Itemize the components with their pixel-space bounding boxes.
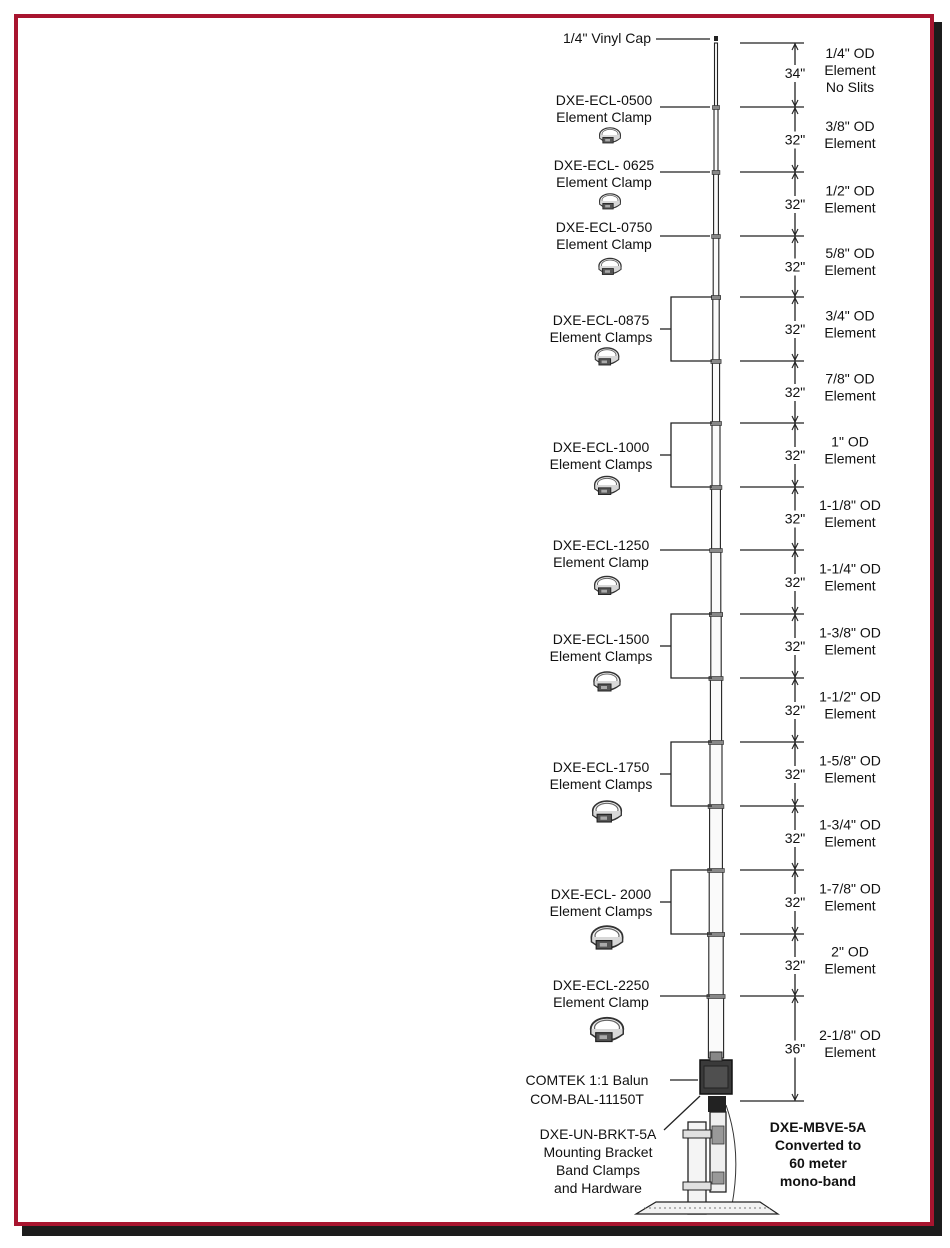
section-description-line: Element [824,833,876,850]
section-description-line: 1-1/8" OD [819,497,881,513]
section-description-line: Element [824,62,876,78]
hose-clamp-icon [593,801,622,822]
clamp-bracket-leader [671,297,712,361]
section-description-line: Element [824,897,876,914]
caption-line-2: Converted to [774,1137,862,1153]
section-description-line: 1-1/4" OD [819,560,881,577]
section-length-label: 32" [784,447,806,463]
mast-tube-section [714,172,719,236]
caption-line-3: 60 meter [789,1155,847,1171]
coax-cable [726,1105,736,1205]
hose-clamp-icon [595,348,618,365]
mast-joint-clamp [711,360,721,364]
bracket-top [708,1096,726,1112]
clamp-description: Element Clamps [549,329,653,345]
section-description-line: Element [824,262,876,278]
section-description-line: Element [824,387,876,404]
mast-joint-clamp [711,422,722,426]
bracket-label-1: DXE-UN-BRKT-5A [539,1126,657,1142]
section-length-label: 32" [784,830,806,846]
section-length-label: 32" [784,196,806,212]
section-length-label: 34" [784,65,806,81]
clamp-bracket-leader [671,870,712,934]
mast-tube-section [715,43,718,107]
mast-joint-clamp [710,549,723,553]
mast-tube-section [709,870,723,934]
bracket-label-4: and Hardware [554,1180,642,1196]
balun-label-1: COMTEK 1:1 Balun [525,1072,649,1088]
base-plate [636,1202,778,1214]
mast-tube-section [713,297,719,361]
balun-face [704,1066,728,1088]
hose-clamp-icon [594,672,620,691]
section-description-line: Element [824,135,876,151]
hose-clamp-icon [600,128,621,143]
bracket-label-3: Band Clamps [555,1162,641,1178]
band-clamp-upper [683,1130,711,1138]
section-description-line: 3/8" OD [825,118,875,134]
hose-clamp-icon [595,476,620,494]
clamp-description: Element Clamp [556,174,652,190]
bracket-label-2: Mounting Bracket [543,1144,653,1160]
clamp-part-number: DXE-ECL-0500 [555,92,653,108]
mast-tube-section [710,806,723,870]
clamp-description: Element Clamp [553,994,649,1010]
clamp-part-number: DXE-ECL-1500 [552,631,650,647]
clamp-description: Element Clamps [549,776,653,792]
clamp-part-number: DXE-ECL- 0625 [553,157,655,173]
vinyl-cap-label: 1/4" Vinyl Cap [563,30,651,46]
section-description-line: Element [824,641,876,658]
clamp-description: Element Clamps [549,648,653,664]
mounting-bracket [540,1096,778,1214]
balun-connector [710,1052,722,1061]
section-length-label: 32" [784,258,806,275]
section-description-line: 1-5/8" OD [819,752,881,769]
mast-joint-clamp [712,171,720,175]
hose-clamp-icon [600,194,621,209]
section-description-line: 5/8" OD [825,245,875,261]
section-description-line: No Slits [825,79,875,95]
clamp-description: Element Clamp [556,236,652,252]
section-description-line: Element [824,577,876,594]
section-length-label: 32" [784,510,806,527]
hose-clamp-icon [591,1018,624,1042]
section-description-line: 1/2" OD [825,182,875,199]
mast-joint-clamp [711,296,720,300]
clamp-part-number: DXE-ECL-1000 [552,439,650,455]
clamp-callouts [550,92,712,1042]
section-description-line: 1/4" OD [825,45,875,61]
section-description-line: Element [824,324,876,341]
balun-label-2: COM-BAL-11150T [530,1091,644,1107]
section-description-line: Element [824,769,876,786]
mast-tube-section [712,487,721,550]
clamp-part-number: DXE-ECL-1750 [552,759,650,775]
section-description-line: Element [824,199,876,216]
section-description-line: 2-1/8" OD [819,1027,881,1043]
clamp-bracket-leader [671,742,712,806]
mast-tube-section [710,678,721,742]
clamp-description: Element Clamp [553,554,649,570]
section-description-line: 3/4" OD [825,307,875,324]
mast-tube-section [710,742,722,806]
vinyl-cap-icon [714,36,718,41]
section-description-line: 1-3/8" OD [819,624,881,641]
clamp-part-number: DXE-ECL-0750 [555,219,653,235]
section-description-line: 1-3/4" OD [819,816,881,833]
section-description-line: Element [824,1044,876,1060]
mast-tube-section [711,614,721,678]
mast-tube-section [711,550,721,614]
section-length-label: 36" [784,1040,806,1057]
section-length-label: 32" [784,766,806,782]
clamp-part-number: DXE-ECL- 2000 [550,886,652,902]
clamp-description: Element Clamp [556,109,652,125]
section-length-label: 32" [784,384,806,400]
clamp-part-number: DXE-ECL-0875 [552,312,650,328]
clamp-description: Element Clamps [549,456,653,472]
clamp-bracket-leader [671,423,712,487]
section-length-label: 32" [784,574,806,590]
model-caption [770,1119,866,1189]
section-description-line: Element [824,705,876,722]
caption-line-1: DXE-MBVE-5A [769,1119,867,1135]
caption-line-4: mono-band [779,1173,857,1189]
mast-tube-section [708,996,723,1058]
hose-clamp-icon [591,926,622,949]
clamp-part-number: DXE-ECL-1250 [552,537,650,553]
section-description-line: 1-1/2" OD [819,688,881,705]
clamp-part-number: DXE-ECL-2250 [552,977,650,993]
mast-tube-section [713,236,719,297]
section-length-label: 32" [784,894,806,910]
section-length-label: 32" [784,131,806,148]
section-description-line: 1-7/8" OD [819,880,881,897]
mast-tube-section [712,423,720,487]
clamp-description: Element Clamps [549,903,653,919]
clamp-bracket-leader [671,614,712,678]
mast-tube-section [712,361,719,423]
section-description-line: 7/8" OD [825,370,875,387]
band-clamp-lower [683,1182,711,1190]
section-description-line: Element [824,450,876,467]
mast-joint-clamp [712,235,721,239]
section-length-label: 32" [784,702,806,718]
section-descriptions [819,45,881,1060]
mast-tube-section [714,107,718,172]
section-length-label: 32" [784,957,806,973]
hose-clamp-icon [595,576,620,594]
section-length-label: 32" [784,638,806,654]
balun [526,1052,732,1107]
section-length-label: 32" [784,321,806,337]
mast-tube-section [709,934,723,996]
section-description-line: Element [824,960,876,977]
section-description-line: 1" OD [831,433,869,450]
hose-clamp-icon [599,258,621,274]
mast-joint-clamp [713,106,720,110]
section-description-line: Element [824,514,876,530]
section-description-line: 2" OD [831,943,869,960]
